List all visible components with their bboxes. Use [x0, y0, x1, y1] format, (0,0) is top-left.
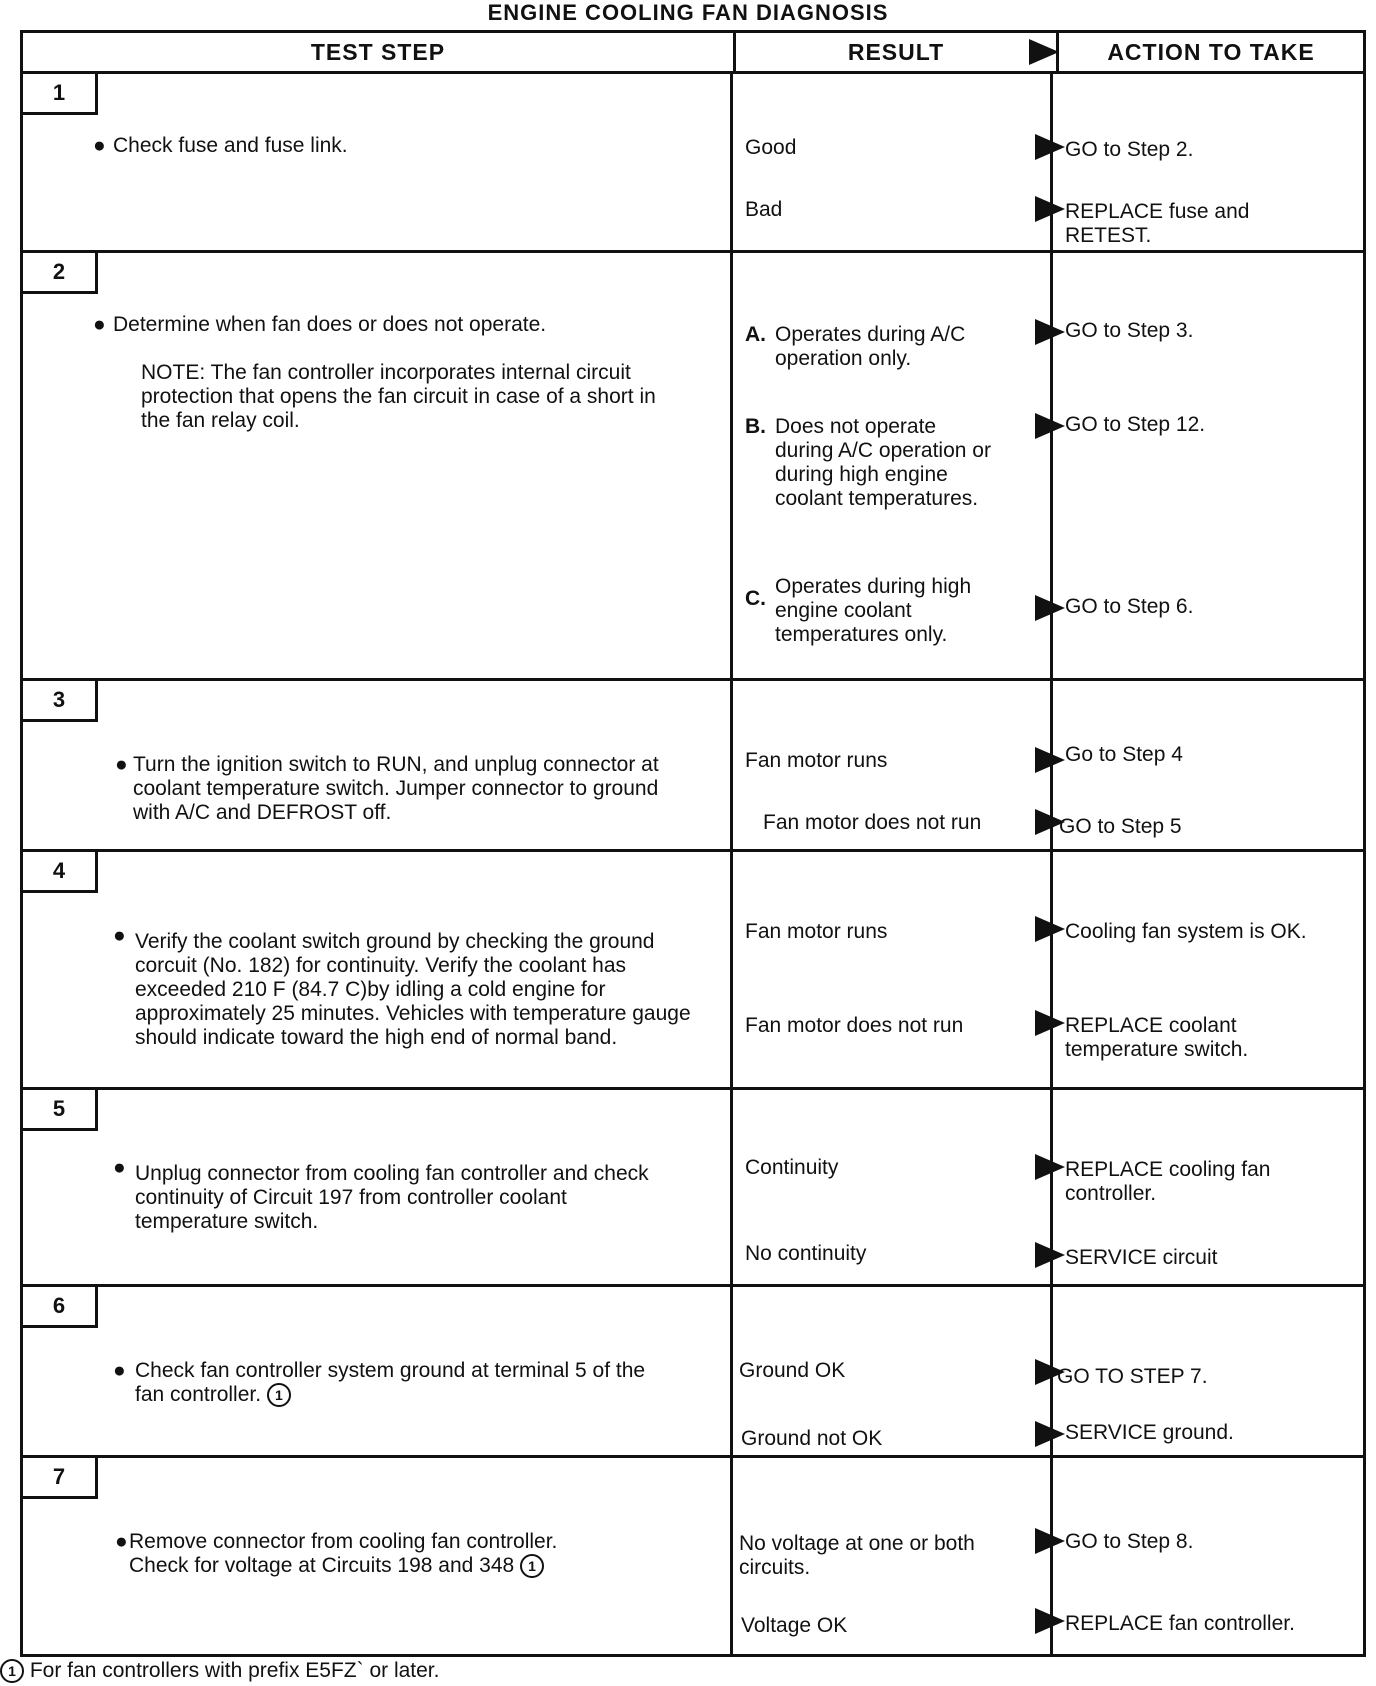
test-step-cell [23, 1458, 733, 1654]
arrow-icon [1035, 1528, 1065, 1554]
result-cell [733, 1287, 1053, 1455]
result-label: Operates during high engine coolant temperatures only. [775, 575, 972, 646]
result-text: Voltage OK [741, 1614, 848, 1637]
result-cell [733, 1458, 1053, 1654]
action-cell [1053, 1090, 1363, 1284]
action-text: SERVICE ground. [1065, 1421, 1234, 1444]
result-text: No continuity [745, 1242, 867, 1265]
diagnosis-table [20, 30, 1366, 1657]
bullet-icon: ● [115, 1530, 128, 1553]
test-step-cell [23, 681, 733, 849]
step-number: 7 [23, 1458, 98, 1499]
result-text [745, 415, 995, 511]
result-text: Good [745, 136, 797, 159]
arrow-icon [1035, 1154, 1065, 1180]
step-row-4 [20, 852, 1366, 1090]
result-cell [733, 1090, 1053, 1284]
table-header [20, 30, 1366, 74]
result-header-label: RESULT [847, 38, 945, 65]
result-text: Fan motor does not run [763, 811, 982, 834]
result-letter: A. [745, 323, 766, 346]
action-cell [1053, 852, 1363, 1087]
action-text: GO to Step 12. [1065, 413, 1206, 436]
action-text: REPLACE coolant temperature switch. [1065, 1014, 1249, 1061]
arrow-icon [1029, 39, 1059, 65]
arrow-icon [1035, 916, 1065, 942]
bullet-icon: ● [113, 1156, 126, 1179]
action-text: GO to Step 5 [1059, 815, 1182, 838]
step-number: 4 [23, 852, 98, 893]
test-step-header: TEST STEP [23, 33, 736, 71]
arrow-icon [1035, 595, 1065, 621]
result-text: Continuity [745, 1156, 839, 1179]
test-step-cell [23, 1287, 733, 1455]
bullet-icon: ● [113, 924, 126, 947]
result-text [745, 323, 995, 371]
step-row-6 [20, 1287, 1366, 1458]
footnote [0, 1659, 439, 1683]
action-text: Cooling fan system is OK. [1065, 920, 1307, 943]
bullet-icon: ● [93, 134, 106, 157]
footnote-text: For fan controllers with prefix E5FZ` or later. [29, 1659, 440, 1682]
action-cell [1053, 1458, 1363, 1654]
result-label: Does not operate during A/C operation or during high engine coolant temperatures. [775, 415, 991, 510]
action-text: Go to Step 4 [1065, 743, 1183, 766]
test-step-cell [23, 1090, 733, 1284]
arrow-icon [1035, 134, 1065, 160]
footnote-marker-icon: 1 [267, 1383, 291, 1407]
test-step-cell [23, 253, 733, 678]
result-text: Fan motor runs [745, 920, 888, 943]
note-text: NOTE: The fan controller incorporates internal circuit protection that opens the fan circuit in case of a short in the fan relay coil. [141, 361, 656, 432]
step-row-3 [20, 681, 1366, 852]
action-text: GO TO STEP 7. [1057, 1365, 1208, 1388]
arrow-icon [1035, 1010, 1065, 1036]
step-number: 1 [23, 74, 98, 115]
bullet-icon: ● [115, 753, 128, 776]
result-cell [733, 74, 1053, 250]
test-step-label: Check fan controller system ground at terminal 5 of the fan controller. [135, 1359, 646, 1406]
arrow-icon [1035, 1242, 1065, 1268]
arrow-icon [1035, 413, 1065, 439]
test-step-label: Turn the ignition switch to RUN, and unplug connector at coolant temperature switch. Jumper connector to ground with A/C and DEFROST off. [133, 753, 659, 824]
step-row-5 [20, 1090, 1366, 1287]
result-cell [733, 852, 1053, 1087]
step-row-2 [20, 253, 1366, 681]
action-text: GO to Step 8. [1065, 1530, 1194, 1553]
test-step-cell [23, 852, 733, 1087]
action-cell [1053, 681, 1363, 849]
action-text: REPLACE fuse and RETEST. [1065, 200, 1250, 247]
action-text: GO to Step 2. [1065, 138, 1194, 161]
result-text: Bad [745, 198, 783, 221]
action-text: SERVICE circuit [1065, 1246, 1218, 1269]
arrow-icon [1035, 196, 1065, 222]
step-row-1 [20, 74, 1366, 253]
test-step-label: Check fuse and fuse link. [113, 134, 348, 157]
action-cell [1053, 74, 1363, 250]
result-text: Fan motor runs [745, 749, 888, 772]
arrow-icon [1035, 1421, 1065, 1447]
result-text: No voltage at one or both circuits. [739, 1532, 975, 1579]
step-number: 6 [23, 1287, 98, 1328]
result-text: Fan motor does not run [745, 1014, 964, 1037]
arrow-icon [1035, 747, 1065, 773]
footnote-marker-icon: 1 [0, 1659, 24, 1683]
test-step-label: Unplug connector from cooling fan controller and check continuity of Circuit 197 from controller coolant temperature switch. [135, 1162, 649, 1233]
action-text: GO to Step 3. [1065, 319, 1194, 342]
footnote-marker-icon: 1 [520, 1554, 544, 1578]
test-step-label: Verify the coolant switch ground by checking the ground corcuit (No. 182) for continuity. Verify the coolant has exceeded 210 F (84.7 C)by idling a cold engine for approximately 25 minutes. Vehicles with temperature gauge should indicate toward the high end of normal band. [135, 930, 691, 1049]
page-title: ENGINE COOLING FAN DIAGNOSIS [487, 0, 889, 25]
result-header [736, 33, 1059, 71]
step-number: 2 [23, 253, 98, 294]
bullet-icon: ● [93, 313, 106, 336]
arrow-icon [1035, 1608, 1065, 1634]
action-cell [1053, 1287, 1363, 1455]
result-cell [733, 253, 1053, 678]
arrow-icon [1035, 319, 1065, 345]
action-cell [1053, 253, 1363, 678]
test-step-label: Determine when fan does or does not operate. [113, 313, 547, 336]
result-letter: C. [745, 587, 766, 610]
test-step-text [115, 1530, 620, 1578]
test-step-cell [23, 74, 733, 250]
result-letter: B. [745, 415, 766, 438]
test-step-text [93, 134, 690, 158]
result-label: Operates during A/C operation only. [775, 323, 966, 370]
result-text [745, 575, 995, 647]
test-step-text [93, 313, 690, 337]
test-step-text [115, 753, 670, 825]
test-step-text [113, 924, 694, 1050]
bullet-icon: ● [113, 1359, 126, 1382]
result-text: Ground OK [739, 1359, 846, 1382]
action-text: REPLACE fan controller. [1065, 1612, 1295, 1635]
action-header: ACTION TO TAKE [1107, 38, 1315, 65]
result-text: Ground not OK [741, 1427, 883, 1450]
test-step-text [113, 1156, 660, 1234]
action-text: REPLACE cooling fan controller. [1065, 1158, 1271, 1205]
step-row-7 [20, 1458, 1366, 1657]
test-step-text [113, 1359, 660, 1407]
step-number: 3 [23, 681, 98, 722]
result-cell [733, 681, 1053, 849]
step-number: 5 [23, 1090, 98, 1131]
action-text: GO to Step 6. [1065, 595, 1194, 618]
test-step-label: Remove connector from cooling fan controller. Check for voltage at Circuits 198 and 348 [129, 1530, 558, 1577]
